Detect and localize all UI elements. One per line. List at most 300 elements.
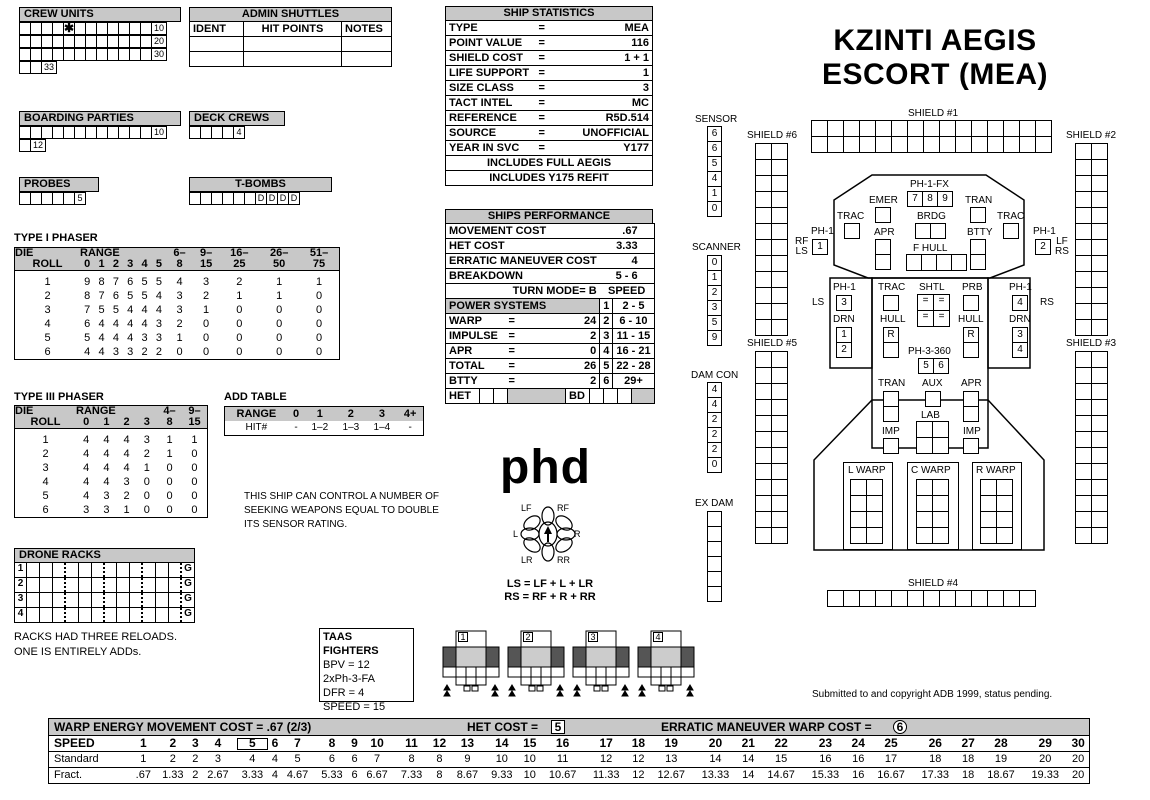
- shield-box[interactable]: [1091, 367, 1108, 384]
- track-box[interactable]: 2: [707, 285, 722, 301]
- shield-box[interactable]: [907, 136, 924, 153]
- shield-box[interactable]: [1075, 415, 1092, 432]
- shield-box[interactable]: [1075, 143, 1092, 160]
- shield-box[interactable]: [1091, 159, 1108, 176]
- track-box[interactable]: 4: [707, 397, 722, 413]
- track-box[interactable]: 5: [707, 156, 722, 172]
- warp-box[interactable]: [996, 495, 1013, 512]
- track-box[interactable]: [707, 586, 722, 602]
- tran-center-box[interactable]: [883, 391, 899, 407]
- shield-box[interactable]: [1035, 120, 1052, 137]
- drone-rack-box[interactable]: [156, 593, 169, 607]
- dummy-tbomb-box[interactable]: D: [255, 192, 267, 205]
- warp-box[interactable]: [850, 479, 867, 496]
- warp-box[interactable]: [932, 527, 949, 544]
- shield-box[interactable]: [843, 120, 860, 137]
- shuttle-box[interactable]: =: [917, 310, 934, 327]
- drone-rack-box[interactable]: [66, 608, 79, 622]
- shield-box[interactable]: [971, 136, 988, 153]
- shield-box[interactable]: [771, 463, 788, 480]
- drone-rack-box[interactable]: [92, 578, 105, 592]
- drone-rack-box[interactable]: [169, 563, 182, 577]
- dummy-tbomb-box[interactable]: D: [277, 192, 289, 205]
- hull-right-box[interactable]: [963, 342, 979, 358]
- shield-box[interactable]: [755, 175, 772, 192]
- aux-box[interactable]: [925, 391, 941, 407]
- shield-box[interactable]: [755, 159, 772, 176]
- drone-box-3[interactable]: 3: [1012, 327, 1028, 343]
- shield-box[interactable]: [1091, 415, 1108, 432]
- shield-box[interactable]: [1091, 383, 1108, 400]
- ph1-box-3[interactable]: 3: [836, 295, 852, 311]
- warp-box[interactable]: [850, 527, 867, 544]
- shield-box[interactable]: [1075, 431, 1092, 448]
- drone-rack-box[interactable]: [105, 563, 118, 577]
- drone-rack-box[interactable]: [117, 563, 130, 577]
- ph1-box-2[interactable]: 2: [1035, 239, 1051, 255]
- shield-box[interactable]: [971, 590, 988, 607]
- shield-box[interactable]: [1075, 495, 1092, 512]
- track-box[interactable]: 5: [707, 315, 722, 331]
- shield-box[interactable]: [1075, 447, 1092, 464]
- btty-box[interactable]: [970, 239, 986, 255]
- shield-box[interactable]: [755, 447, 772, 464]
- drone-rack-box[interactable]: [27, 608, 40, 622]
- warp-box[interactable]: [916, 527, 933, 544]
- shield-box[interactable]: [923, 136, 940, 153]
- shield-box[interactable]: [1075, 319, 1092, 336]
- warp-box[interactable]: [996, 511, 1013, 528]
- shield-box[interactable]: [755, 255, 772, 272]
- bd-box[interactable]: [590, 389, 604, 403]
- apr-rear-box[interactable]: [963, 391, 979, 407]
- shield-box[interactable]: [771, 527, 788, 544]
- repair-left-box[interactable]: R: [883, 327, 899, 343]
- shield-box[interactable]: [891, 136, 908, 153]
- drone-rack-box[interactable]: [143, 563, 156, 577]
- shield-box[interactable]: [891, 590, 908, 607]
- shield-box[interactable]: [755, 207, 772, 224]
- shield-box[interactable]: [1019, 590, 1036, 607]
- shield-box[interactable]: [1091, 431, 1108, 448]
- shield-box[interactable]: [939, 120, 956, 137]
- track-box[interactable]: 4: [707, 171, 722, 187]
- drone-rack-box[interactable]: [53, 593, 66, 607]
- warp-box[interactable]: [932, 495, 949, 512]
- warp-box[interactable]: [916, 511, 933, 528]
- warp-box[interactable]: [932, 479, 949, 496]
- shield-box[interactable]: [1075, 383, 1092, 400]
- track-box[interactable]: [707, 571, 722, 587]
- ph1-box-4[interactable]: 4: [1012, 295, 1028, 311]
- shield-box[interactable]: [771, 303, 788, 320]
- shield-box[interactable]: [1003, 590, 1020, 607]
- shield-box[interactable]: [1075, 303, 1092, 320]
- shield-box[interactable]: [1091, 255, 1108, 272]
- ph1fx-box-7[interactable]: 7: [907, 191, 923, 207]
- track-box[interactable]: 1: [707, 186, 722, 202]
- shield-box[interactable]: [771, 447, 788, 464]
- shield-box[interactable]: [755, 367, 772, 384]
- shield-box[interactable]: [859, 590, 876, 607]
- shield-box[interactable]: [859, 120, 876, 137]
- het-box[interactable]: [494, 389, 508, 403]
- shield-box[interactable]: [771, 207, 788, 224]
- shield-box[interactable]: [987, 120, 1004, 137]
- track-box[interactable]: 2: [707, 442, 722, 458]
- shield-box[interactable]: [1091, 143, 1108, 160]
- tran-center-box[interactable]: [883, 406, 899, 422]
- track-box[interactable]: 0: [707, 201, 722, 217]
- warp-box[interactable]: [866, 495, 883, 512]
- warp-box[interactable]: [850, 511, 867, 528]
- track-box[interactable]: 2: [707, 427, 722, 443]
- shield-box[interactable]: [1075, 223, 1092, 240]
- drone-rack-box[interactable]: [27, 593, 40, 607]
- track-box[interactable]: 1: [707, 270, 722, 286]
- shield-box[interactable]: [771, 351, 788, 368]
- shield-box[interactable]: [1075, 175, 1092, 192]
- shield-box[interactable]: [1091, 463, 1108, 480]
- shield-box[interactable]: [1091, 175, 1108, 192]
- ph1-box-1[interactable]: 1: [812, 239, 828, 255]
- shield-box[interactable]: [755, 495, 772, 512]
- drone-box-4[interactable]: 4: [1012, 342, 1028, 358]
- lab-box[interactable]: [916, 437, 933, 454]
- shield-box[interactable]: [771, 415, 788, 432]
- shield-box[interactable]: [1075, 239, 1092, 256]
- shield-box[interactable]: [875, 136, 892, 153]
- tran-box[interactable]: [970, 207, 986, 223]
- impulse-right-box[interactable]: [963, 438, 979, 454]
- shield-box[interactable]: [771, 239, 788, 256]
- shield-box[interactable]: [771, 431, 788, 448]
- drone-rack-box[interactable]: [156, 563, 169, 577]
- shield-box[interactable]: [1091, 319, 1108, 336]
- shield-box[interactable]: [987, 136, 1004, 153]
- shield-box[interactable]: [755, 303, 772, 320]
- shield-box[interactable]: [771, 271, 788, 288]
- hull-left-box[interactable]: [883, 342, 899, 358]
- repair-right-box[interactable]: R: [963, 327, 979, 343]
- shield-box[interactable]: [987, 590, 1004, 607]
- lab-box[interactable]: [916, 421, 933, 438]
- shield-box[interactable]: [907, 590, 924, 607]
- drone-rack-box[interactable]: [53, 608, 66, 622]
- shield-box[interactable]: [1091, 303, 1108, 320]
- shield-box[interactable]: [1075, 159, 1092, 176]
- shield-box[interactable]: [771, 223, 788, 240]
- drone-rack-box[interactable]: [130, 608, 143, 622]
- dummy-tbomb-box[interactable]: D: [288, 192, 300, 205]
- warp-box[interactable]: [996, 479, 1013, 496]
- drone-rack-box[interactable]: [66, 563, 79, 577]
- shield-box[interactable]: [859, 136, 876, 153]
- shuttle-box[interactable]: =: [917, 294, 934, 311]
- warp-box[interactable]: [916, 495, 933, 512]
- shield-box[interactable]: [843, 590, 860, 607]
- shield-box[interactable]: [1091, 239, 1108, 256]
- crew-unit-box[interactable]: ✱: [64, 21, 75, 35]
- bridge-box[interactable]: [930, 223, 946, 239]
- track-box[interactable]: 2: [707, 412, 722, 428]
- shield-box[interactable]: [755, 319, 772, 336]
- drone-rack-box[interactable]: [117, 608, 130, 622]
- drone-rack-box[interactable]: [79, 608, 92, 622]
- drone-rack-box[interactable]: [92, 593, 105, 607]
- shield-box[interactable]: [755, 191, 772, 208]
- shield-box[interactable]: [1091, 479, 1108, 496]
- shuttle-box[interactable]: =: [933, 310, 950, 327]
- bridge-box[interactable]: [915, 223, 931, 239]
- shuttle-ident-cell[interactable]: [190, 37, 244, 52]
- shield-box[interactable]: [1035, 136, 1052, 153]
- shield-box[interactable]: [755, 479, 772, 496]
- shield-box[interactable]: [891, 120, 908, 137]
- dummy-tbomb-box[interactable]: D: [266, 192, 278, 205]
- shield-box[interactable]: [1091, 191, 1108, 208]
- warp-box[interactable]: [980, 527, 997, 544]
- shield-box[interactable]: [755, 351, 772, 368]
- shield-box[interactable]: [755, 271, 772, 288]
- shield-box[interactable]: [827, 136, 844, 153]
- shuttle-hp-cell[interactable]: [244, 52, 342, 67]
- track-box[interactable]: 6: [707, 126, 722, 142]
- apr-front-box[interactable]: [875, 239, 891, 255]
- hull-box[interactable]: [936, 254, 952, 271]
- shield-box[interactable]: [755, 239, 772, 256]
- shield-box[interactable]: [1075, 191, 1092, 208]
- drone-rack-box[interactable]: [27, 578, 40, 592]
- hull-box[interactable]: [951, 254, 967, 271]
- shield-box[interactable]: [755, 463, 772, 480]
- shield-box[interactable]: [1091, 351, 1108, 368]
- drone-rack-box[interactable]: [40, 578, 53, 592]
- shield-box[interactable]: [875, 590, 892, 607]
- apr-rear-box[interactable]: [963, 406, 979, 422]
- drone-rack-box[interactable]: [156, 578, 169, 592]
- shield-box[interactable]: [1091, 447, 1108, 464]
- shield-box[interactable]: [923, 590, 940, 607]
- drone-rack-box[interactable]: [143, 578, 156, 592]
- track-box[interactable]: [707, 511, 722, 527]
- drone-rack-box[interactable]: [143, 608, 156, 622]
- shield-box[interactable]: [827, 120, 844, 137]
- ph1fx-box-9[interactable]: 9: [937, 191, 953, 207]
- trac-left-box[interactable]: [844, 223, 860, 239]
- warp-box[interactable]: [980, 495, 997, 512]
- warp-box[interactable]: [916, 479, 933, 496]
- shield-box[interactable]: [1075, 479, 1092, 496]
- shield-box[interactable]: [771, 175, 788, 192]
- warp-box[interactable]: [866, 479, 883, 496]
- drone-rack-box[interactable]: [79, 593, 92, 607]
- shield-box[interactable]: [1091, 207, 1108, 224]
- drone-rack-box[interactable]: [130, 563, 143, 577]
- shield-box[interactable]: [1075, 399, 1092, 416]
- shield-box[interactable]: [771, 495, 788, 512]
- shield-box[interactable]: [771, 479, 788, 496]
- shield-box[interactable]: [771, 255, 788, 272]
- shield-box[interactable]: [1091, 399, 1108, 416]
- drone-rack-box[interactable]: [169, 608, 182, 622]
- shield-box[interactable]: [875, 120, 892, 137]
- warp-box[interactable]: [850, 495, 867, 512]
- shield-box[interactable]: [955, 136, 972, 153]
- shield-box[interactable]: [955, 590, 972, 607]
- shield-box[interactable]: [755, 527, 772, 544]
- shuttle-ident-cell[interactable]: [190, 52, 244, 67]
- drone-rack-box[interactable]: [130, 578, 143, 592]
- ph1fx-box-8[interactable]: 8: [922, 191, 938, 207]
- trac-right-box[interactable]: [1003, 223, 1019, 239]
- bd-box[interactable]: [604, 389, 618, 403]
- drone-rack-box[interactable]: [130, 593, 143, 607]
- trac-center-box[interactable]: [883, 295, 899, 311]
- shield-box[interactable]: [1075, 207, 1092, 224]
- drone-box-2[interactable]: 2: [836, 342, 852, 358]
- track-box[interactable]: 4: [707, 382, 722, 398]
- shield-box[interactable]: [771, 143, 788, 160]
- drone-box-1[interactable]: 1: [836, 327, 852, 343]
- drone-rack-box[interactable]: [53, 578, 66, 592]
- shield-box[interactable]: [1091, 495, 1108, 512]
- shield-box[interactable]: [907, 120, 924, 137]
- shield-box[interactable]: [1075, 351, 1092, 368]
- shield-box[interactable]: [1075, 463, 1092, 480]
- shield-box[interactable]: [1019, 120, 1036, 137]
- shield-box[interactable]: [971, 120, 988, 137]
- shield-box[interactable]: [1075, 367, 1092, 384]
- drone-rack-box[interactable]: [27, 563, 40, 577]
- shield-box[interactable]: [771, 383, 788, 400]
- shield-box[interactable]: [1091, 287, 1108, 304]
- shield-box[interactable]: [755, 223, 772, 240]
- drone-rack-box[interactable]: [105, 578, 118, 592]
- drone-rack-box[interactable]: [169, 578, 182, 592]
- drone-rack-box[interactable]: [66, 593, 79, 607]
- probe-box[interactable]: [963, 295, 979, 311]
- track-box[interactable]: [707, 541, 722, 557]
- drone-rack-box[interactable]: [117, 578, 130, 592]
- hull-box[interactable]: [906, 254, 922, 271]
- drone-rack-box[interactable]: [40, 593, 53, 607]
- shield-box[interactable]: [1091, 527, 1108, 544]
- drone-rack-box[interactable]: [92, 563, 105, 577]
- impulse-left-box[interactable]: [883, 438, 899, 454]
- shield-box[interactable]: [1091, 271, 1108, 288]
- shield-box[interactable]: [955, 120, 972, 137]
- track-box[interactable]: 9: [707, 330, 722, 346]
- warp-box[interactable]: [866, 527, 883, 544]
- warp-box[interactable]: [866, 511, 883, 528]
- drone-rack-box[interactable]: [79, 578, 92, 592]
- ph3-box-5[interactable]: 5: [918, 358, 934, 374]
- warp-box[interactable]: [996, 527, 1013, 544]
- track-box[interactable]: 3: [707, 300, 722, 316]
- bd-box[interactable]: [618, 389, 632, 403]
- shield-box[interactable]: [771, 319, 788, 336]
- shield-box[interactable]: [755, 287, 772, 304]
- shield-box[interactable]: [1003, 136, 1020, 153]
- drone-rack-box[interactable]: [53, 563, 66, 577]
- drone-rack-box[interactable]: [156, 608, 169, 622]
- warp-box[interactable]: [980, 479, 997, 496]
- shield-box[interactable]: [811, 120, 828, 137]
- drone-rack-box[interactable]: [40, 608, 53, 622]
- track-box[interactable]: 6: [707, 141, 722, 157]
- drone-rack-box[interactable]: [40, 563, 53, 577]
- shield-box[interactable]: [1091, 223, 1108, 240]
- drone-rack-box[interactable]: [79, 563, 92, 577]
- drone-rack-box[interactable]: [105, 608, 118, 622]
- shield-box[interactable]: [755, 431, 772, 448]
- shuttle-notes-cell[interactable]: [342, 37, 392, 52]
- btty-box[interactable]: [970, 254, 986, 270]
- shield-box[interactable]: [1075, 527, 1092, 544]
- shield-box[interactable]: [1019, 136, 1036, 153]
- shuttle-box[interactable]: =: [933, 294, 950, 311]
- het-box[interactable]: [480, 389, 494, 403]
- shield-box[interactable]: [1075, 287, 1092, 304]
- shield-box[interactable]: [755, 383, 772, 400]
- shield-box[interactable]: [1003, 120, 1020, 137]
- shield-box[interactable]: [827, 590, 844, 607]
- shield-box[interactable]: [843, 136, 860, 153]
- track-box[interactable]: [707, 526, 722, 542]
- shield-box[interactable]: [923, 120, 940, 137]
- shield-box[interactable]: [811, 136, 828, 153]
- track-box[interactable]: [707, 556, 722, 572]
- shield-box[interactable]: [771, 191, 788, 208]
- ph3-box-6[interactable]: 6: [933, 358, 949, 374]
- drone-rack-box[interactable]: [66, 578, 79, 592]
- drone-rack-box[interactable]: [169, 593, 182, 607]
- shield-box[interactable]: [755, 511, 772, 528]
- track-box[interactable]: 0: [707, 255, 722, 271]
- warp-box[interactable]: [932, 511, 949, 528]
- drone-rack-box[interactable]: [143, 593, 156, 607]
- shield-box[interactable]: [771, 287, 788, 304]
- shield-box[interactable]: [1075, 271, 1092, 288]
- lab-box[interactable]: [932, 437, 949, 454]
- shield-box[interactable]: [755, 415, 772, 432]
- shuttle-notes-cell[interactable]: [342, 52, 392, 67]
- shield-box[interactable]: [771, 367, 788, 384]
- shield-box[interactable]: [755, 399, 772, 416]
- track-box[interactable]: 0: [707, 457, 722, 473]
- hull-box[interactable]: [921, 254, 937, 271]
- shield-box[interactable]: [771, 399, 788, 416]
- shield-box[interactable]: [1091, 511, 1108, 528]
- shield-box[interactable]: [1075, 255, 1092, 272]
- shuttle-hp-cell[interactable]: [244, 37, 342, 52]
- shield-box[interactable]: [771, 511, 788, 528]
- shield-box[interactable]: [1075, 511, 1092, 528]
- emer-box[interactable]: [875, 207, 891, 223]
- drone-rack-box[interactable]: [117, 593, 130, 607]
- drone-rack-box[interactable]: [92, 608, 105, 622]
- drone-rack-box[interactable]: [105, 593, 118, 607]
- shield-box[interactable]: [939, 590, 956, 607]
- lab-box[interactable]: [932, 421, 949, 438]
- shield-box[interactable]: [755, 143, 772, 160]
- shield-box[interactable]: [771, 159, 788, 176]
- shield-box[interactable]: [939, 136, 956, 153]
- warp-box[interactable]: [980, 511, 997, 528]
- apr-front-box[interactable]: [875, 254, 891, 270]
- phaser-header: 3: [123, 259, 137, 271]
